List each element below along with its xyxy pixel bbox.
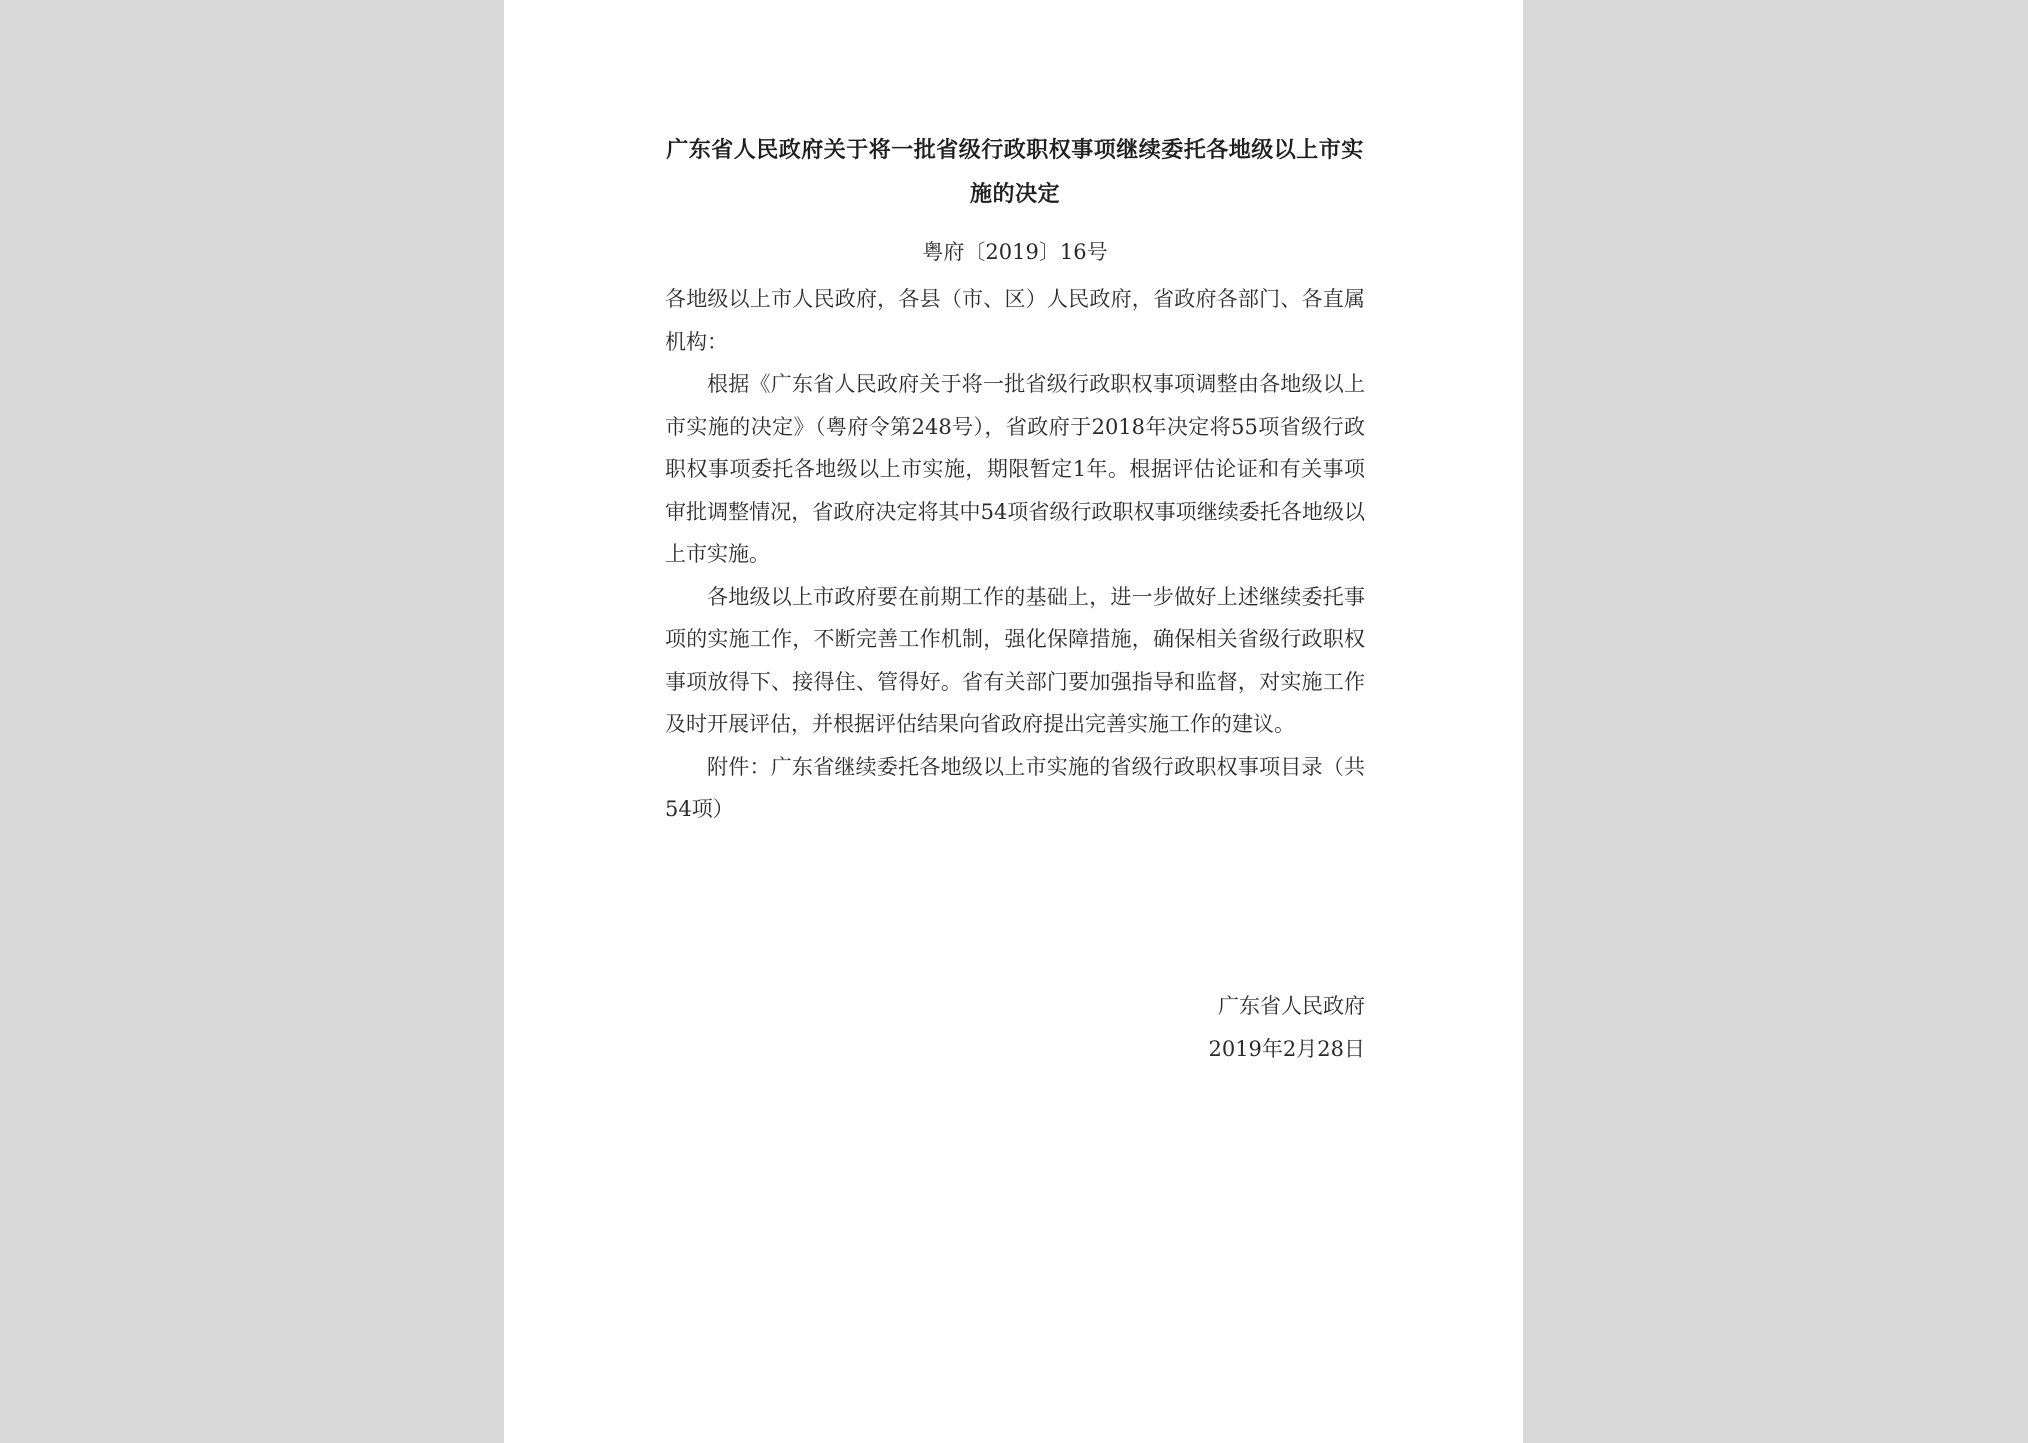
attachment-note: 附件：广东省继续委托各地级以上市实施的省级行政职权事项目录（共54项） bbox=[665, 754, 1365, 821]
body-paragraph: 根据《广东省人民政府关于将一批省级行政职权事项调整由各地级以上市实施的决定》（粤府令第248号），省政府于2018年决定将55项省级行政职权事项委托各地级以上市实施，期限暂定1年。根据评估论证和有关事项审批调整情况，省政府决定将其中54项省级行政职权事项继续委托各地级以上市实施。 bbox=[665, 372, 1365, 566]
issue-date: 2019年2月28日 bbox=[1208, 1036, 1365, 1061]
body-paragraph: 各地级以上市政府要在前期工作的基础上，进一步做好上述继续委托事项的实施工作，不断完善工作机制，强化保障措施，确保相关省级行政职权事项放得下、接得住、管得好。省有关部门要加强指导和监督，对实施工作及时开展评估，并根据评估结果向省政府提出完善实施工作的建议。 bbox=[665, 584, 1365, 736]
document-title: 广东省人民政府关于将一批省级行政职权事项继续委托各地级以上市实施的决定 bbox=[666, 137, 1364, 207]
document-number: 粤府〔2019〕16号 bbox=[922, 240, 1108, 264]
document-page bbox=[504, 0, 1523, 1443]
issuer-name: 广东省人民政府 bbox=[1218, 994, 1365, 1018]
signature-block bbox=[1208, 985, 1365, 1070]
addressee: 各地级以上市人民政府，各县（市、区）人民政府，省政府各部门、各直属机构： bbox=[665, 287, 1365, 354]
document-content bbox=[665, 128, 1365, 1061]
